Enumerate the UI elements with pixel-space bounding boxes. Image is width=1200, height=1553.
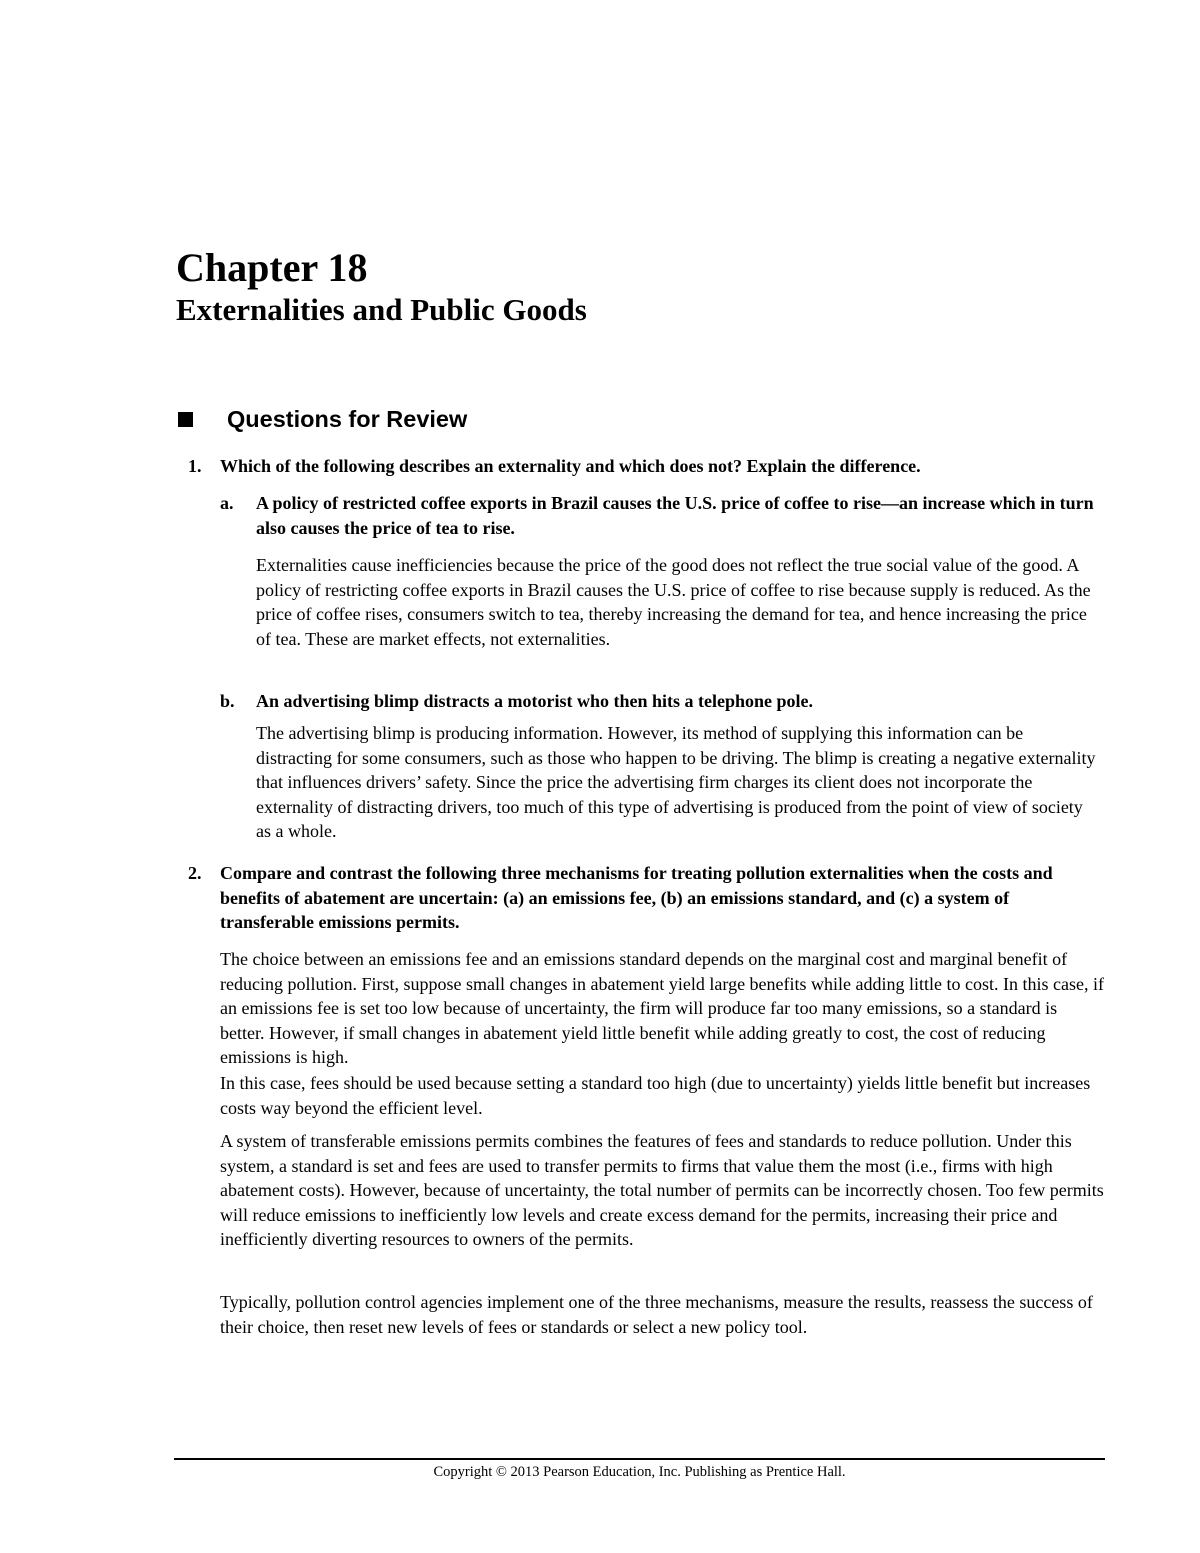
sub-question-text: An advertising blimp distracts a motorist who then hits a telephone pole. [256,691,814,711]
answer-paragraph: The choice between an emissions fee and an emissions standard depends on the marginal cost and marginal benefit of reducing pollution. First, suppose small changes in abatement yield large benefits while adding little to cost. In this case, if an emissions fee is set too low because of uncertainty, the firm will produce far too many emissions, so a standard is better. However, if small changes in abatement yield little benefit while adding greatly to cost, the cost of reducing emissions is high. [220,949,1104,1068]
question-text: Which of the following describes an externality and which does not? Explain the difference. [220,456,921,476]
answer-paragraph: The advertising blimp is producing information. However, its method of supplying this information can be distracting for some consumers, such as those who happen to be driving. The blimp is creating a negative externality that influences drivers’ safety. Since the price the advertising firm charges its client does not incorporate the externality of distracting drivers, too much of this type of advertising is produced from the point of view of society as a whole. [256,723,1096,842]
answer-paragraph: In this case, fees should be used because setting a standard too high (due to uncertainty) yields little benefit but increases costs way beyond the efficient level. [220,1073,1091,1118]
chapter-number: Chapter 18 [176,245,368,290]
square-bullet-icon [178,412,193,427]
answer-paragraph: A system of transferable emissions permits combines the features of fees and standards to reduce pollution. Under this system, a standard is set and fees are used to transfer permits to firms that value them the most (i.e., firms with high abatement costs). However, because of uncertainty, the total number of permits can be incorrectly chosen. Too few permits will reduce emissions to inefficiently low levels and create excess demand for the permits, increasing their price and inefficiently diverting resources to owners of the permits. [220,1131,1104,1250]
chapter-title: Externalities and Public Goods [176,292,587,327]
footer-divider [174,1458,1105,1460]
section-heading-text: Questions for Review [227,405,468,432]
section-heading [176,402,467,436]
answer-paragraph: Typically, pollution control agencies implement one of the three mechanisms, measure the results, reassess the success of their choice, then reset new levels of fees or standards or select a new policy tool. [220,1292,1093,1337]
question-number: 1. [188,456,202,476]
sub-question-text: A policy of restricted coffee exports in Brazil causes the U.S. price of coffee to rise—an increase which in turn also causes the price of tea to rise. [256,493,1094,538]
question-number: 2. [188,863,202,883]
sub-question-letter: a. [220,493,234,513]
footer-copyright: Copyright © 2013 Pearson Education, Inc. Publishing as Prentice Hall. [433,1464,846,1480]
sub-question-letter: b. [220,691,235,711]
question-text: Compare and contrast the following three mechanisms for treating pollution externalities when the costs and benefits of abatement are uncertain: (a) an emissions fee, (b) an emissions standard, and (c) a system of transferable emissions permits. [220,863,1053,933]
answer-paragraph: Externalities cause inefficiencies because the price of the good does not reflect the true social value of the good. A policy of restricting coffee exports in Brazil causes the U.S. price of coffee to rise because supply is reduced. As the price of coffee rises, consumers switch to tea, thereby increasing the demand for tea, and hence increasing the price of tea. These are market effects, not externalities. [256,555,1091,649]
